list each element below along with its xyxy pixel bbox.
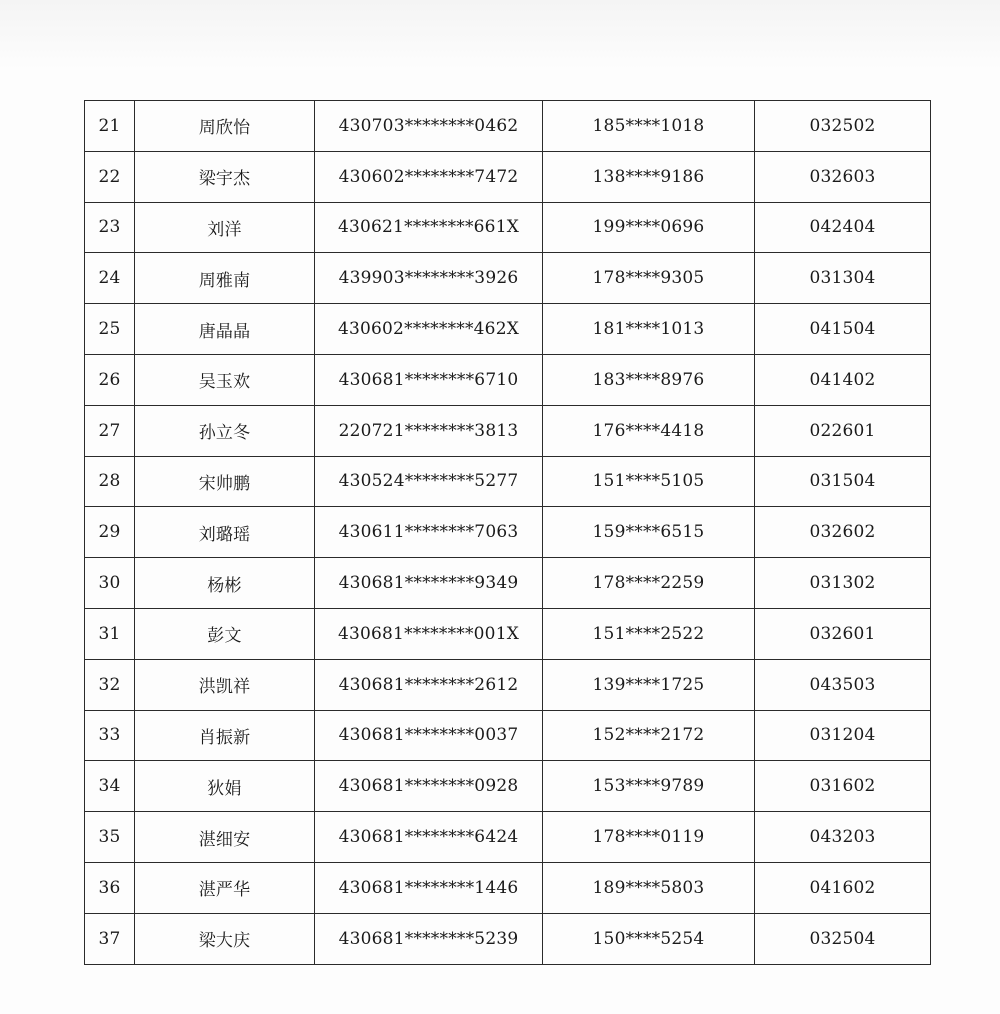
code: 043203	[755, 812, 931, 863]
code: 032602	[755, 507, 931, 558]
phone-number: 139****1725	[543, 659, 755, 710]
phone-number: 178****9305	[543, 253, 755, 304]
person-name: 洪凯祥	[135, 659, 315, 710]
id-number: 430681********2612	[315, 659, 543, 710]
id-number: 430681********0037	[315, 710, 543, 761]
id-number: 430681********1446	[315, 862, 543, 913]
table-row	[85, 151, 931, 202]
code: 032504	[755, 913, 931, 964]
code: 041504	[755, 304, 931, 355]
table-row	[85, 304, 931, 355]
person-name: 梁大庆	[135, 913, 315, 964]
person-name: 彭文	[135, 608, 315, 659]
table-row	[85, 558, 931, 609]
table-row	[85, 456, 931, 507]
table-row	[85, 812, 931, 863]
table-row	[85, 101, 931, 152]
row-number: 22	[85, 151, 135, 202]
row-number: 35	[85, 812, 135, 863]
code: 041402	[755, 354, 931, 405]
row-number: 21	[85, 101, 135, 152]
table-row	[85, 710, 931, 761]
id-number: 430681********9349	[315, 558, 543, 609]
table-row	[85, 405, 931, 456]
person-name: 梁宇杰	[135, 151, 315, 202]
table-row	[85, 862, 931, 913]
code: 031504	[755, 456, 931, 507]
code: 032601	[755, 608, 931, 659]
person-name: 杨彬	[135, 558, 315, 609]
id-number: 439903********3926	[315, 253, 543, 304]
person-name: 吴玉欢	[135, 354, 315, 405]
id-number: 430681********0928	[315, 761, 543, 812]
code: 022601	[755, 405, 931, 456]
code: 041602	[755, 862, 931, 913]
person-name: 刘洋	[135, 202, 315, 253]
phone-number: 178****2259	[543, 558, 755, 609]
id-number: 430681********5239	[315, 913, 543, 964]
phone-number: 199****0696	[543, 202, 755, 253]
id-number: 430602********7472	[315, 151, 543, 202]
row-number: 27	[85, 405, 135, 456]
table-row	[85, 608, 931, 659]
row-number: 37	[85, 913, 135, 964]
table-row	[85, 253, 931, 304]
person-name: 刘璐瑶	[135, 507, 315, 558]
person-name: 周雅南	[135, 253, 315, 304]
phone-number: 159****6515	[543, 507, 755, 558]
code: 031302	[755, 558, 931, 609]
phone-number: 151****5105	[543, 456, 755, 507]
table-row	[85, 913, 931, 964]
scan-shadow	[0, 0, 1000, 70]
id-number: 430681********6424	[315, 812, 543, 863]
roster-table	[84, 100, 931, 965]
table-row	[85, 761, 931, 812]
phone-number: 181****1013	[543, 304, 755, 355]
row-number: 24	[85, 253, 135, 304]
phone-number: 189****5803	[543, 862, 755, 913]
code: 042404	[755, 202, 931, 253]
code: 031304	[755, 253, 931, 304]
phone-number: 178****0119	[543, 812, 755, 863]
person-name: 孙立冬	[135, 405, 315, 456]
id-number: 430621********661X	[315, 202, 543, 253]
row-number: 30	[85, 558, 135, 609]
code: 043503	[755, 659, 931, 710]
row-number: 34	[85, 761, 135, 812]
row-number: 26	[85, 354, 135, 405]
id-number: 430681********001X	[315, 608, 543, 659]
row-number: 33	[85, 710, 135, 761]
row-number: 28	[85, 456, 135, 507]
table-row	[85, 659, 931, 710]
id-number: 430681********6710	[315, 354, 543, 405]
person-name: 狄娟	[135, 761, 315, 812]
id-number: 220721********3813	[315, 405, 543, 456]
code: 031602	[755, 761, 931, 812]
phone-number: 138****9186	[543, 151, 755, 202]
phone-number: 150****5254	[543, 913, 755, 964]
phone-number: 151****2522	[543, 608, 755, 659]
person-name: 唐晶晶	[135, 304, 315, 355]
person-name: 湛细安	[135, 812, 315, 863]
phone-number: 153****9789	[543, 761, 755, 812]
person-name: 宋帅鹏	[135, 456, 315, 507]
phone-number: 152****2172	[543, 710, 755, 761]
row-number: 25	[85, 304, 135, 355]
row-number: 32	[85, 659, 135, 710]
code: 031204	[755, 710, 931, 761]
id-number: 430611********7063	[315, 507, 543, 558]
code: 032502	[755, 101, 931, 152]
id-number: 430524********5277	[315, 456, 543, 507]
table-row	[85, 202, 931, 253]
phone-number: 183****8976	[543, 354, 755, 405]
row-number: 29	[85, 507, 135, 558]
row-number: 23	[85, 202, 135, 253]
table-row	[85, 354, 931, 405]
code: 032603	[755, 151, 931, 202]
row-number: 31	[85, 608, 135, 659]
person-name: 周欣怡	[135, 101, 315, 152]
person-name: 湛严华	[135, 862, 315, 913]
row-number: 36	[85, 862, 135, 913]
phone-number: 185****1018	[543, 101, 755, 152]
table-row	[85, 507, 931, 558]
phone-number: 176****4418	[543, 405, 755, 456]
id-number: 430703********0462	[315, 101, 543, 152]
person-name: 肖振新	[135, 710, 315, 761]
id-number: 430602********462X	[315, 304, 543, 355]
